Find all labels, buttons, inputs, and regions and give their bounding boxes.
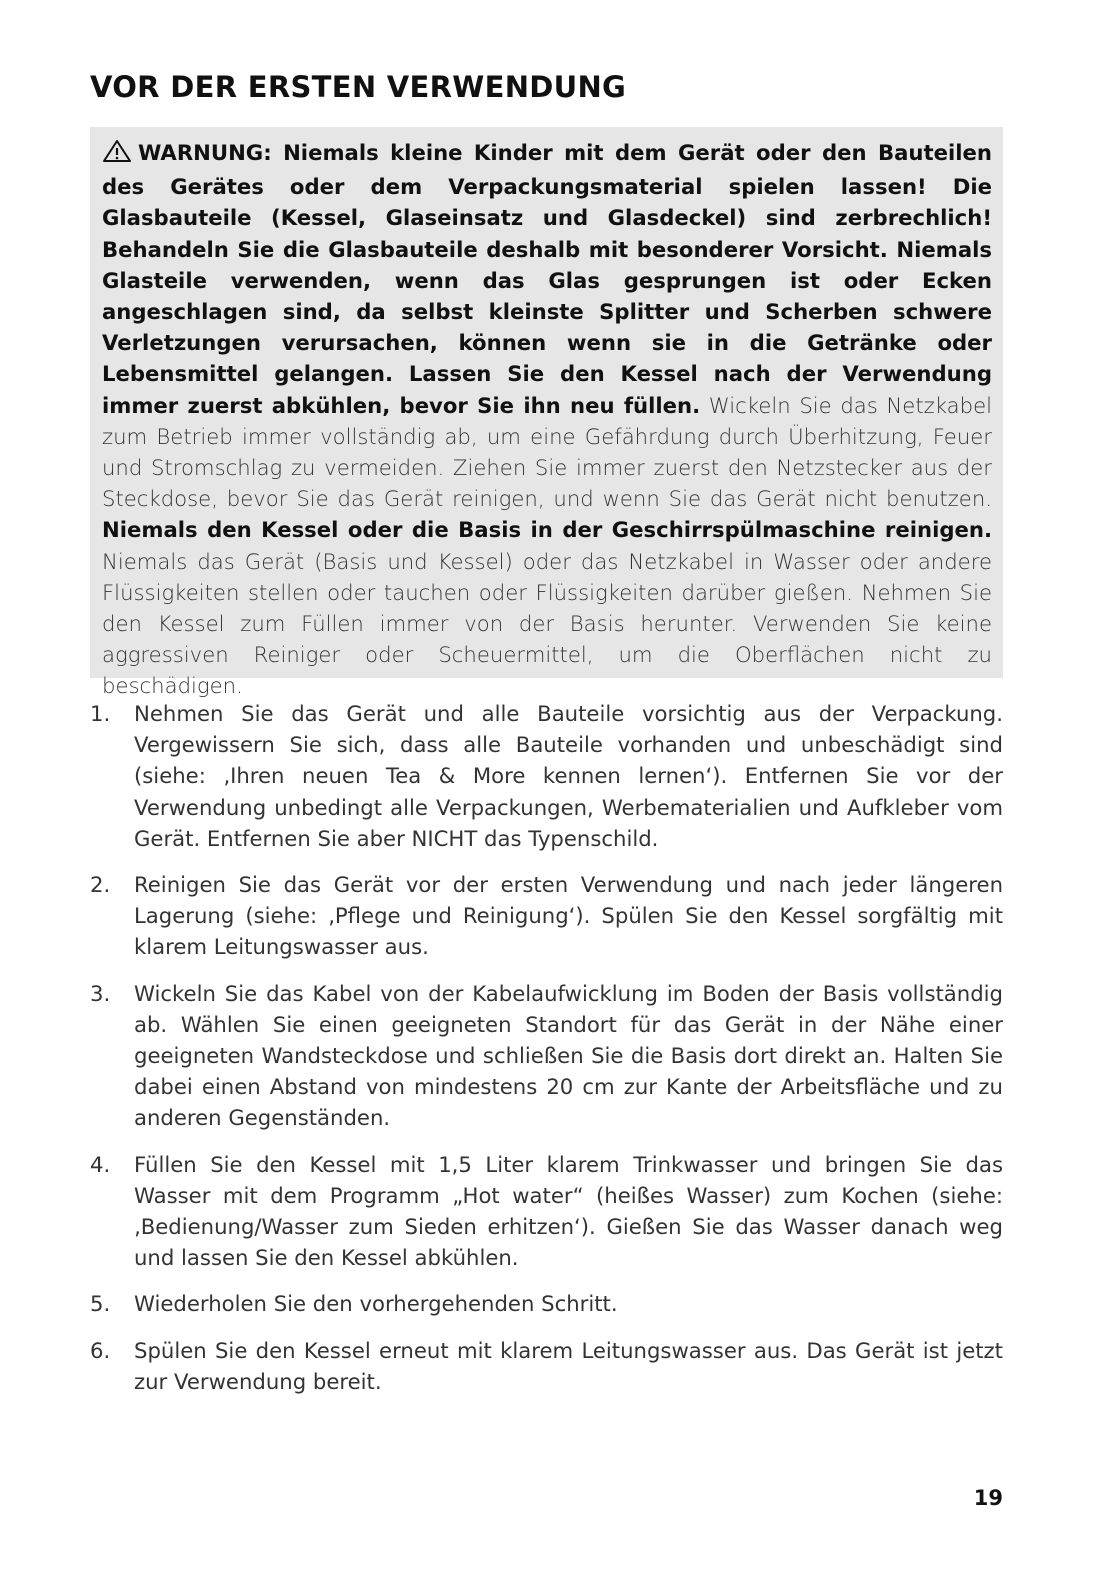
- step-number: 3.: [90, 980, 111, 1006]
- list-item: [90, 1288, 1003, 1319]
- step-number: 5.: [90, 1291, 111, 1317]
- warning-box: [90, 127, 1003, 699]
- page-number: 19: [973, 1486, 1003, 1510]
- warning-triangle-icon: [102, 139, 132, 171]
- step-number: 2.: [90, 872, 111, 898]
- page-title: VOR DER ERSTEN VERWENDUNG: [90, 70, 627, 104]
- steps-list: [90, 698, 1003, 1412]
- step-text: Füllen Sie den Kessel mit 1,5 Liter klarem Trinkwasser und bringen Sie das Wasser mit dem Programm „Hot water“ (heißes Wasser) zum Kochen (siehe: ‚Bedienung/Wasser zum Sieden erhitzen‘). Gießen Sie das Wasser danach weg und lassen Sie den Kessel abkühlen.: [134, 1151, 1003, 1271]
- step-text: Wickeln Sie das Kabel von der Kabelaufwicklung im Boden der Basis vollständig ab. Wählen Sie einen geeigneten Standort für das Gerät in der Nähe einer geeigneten Wandsteckdose und schließen Sie die Basis dort direkt an. Halten Sie dabei einen Abstand von mindestens 20 cm zur Kante der Arbeitsfläche und zu anderen Gegenständen.: [134, 980, 1003, 1131]
- warning-label: WARNUNG:: [138, 140, 272, 165]
- step-number: 1.: [90, 701, 111, 726]
- list-item: [90, 1335, 1003, 1397]
- step-number: 4.: [90, 1151, 111, 1177]
- warning-text-1: Wickeln Sie das Netzkabel zum Betrieb immer vollständig ab, um eine Gefährdung durch Überhitzung, Feuer und Stromschlag zu vermeiden. Ziehen Sie immer zuerst den Netzstecker aus der Steckdose, bevor Sie das Gerät reinigen, und wenn Sie das Gerät nicht benutzen.: [102, 392, 992, 512]
- step-number: 6.: [90, 1337, 111, 1363]
- list-item: [90, 698, 1003, 854]
- list-item: [90, 978, 1003, 1134]
- warning-text-2: Niemals das Gerät (Basis und Kessel) oder das Netzkabel in Wasser oder andere Flüssigkeiten stellen oder tauchen oder Flüssigkeiten darüber gießen. Nehmen Sie den Kessel zum Füllen immer von der Basis herunter. Verwenden Sie keine aggressiven Reiniger oder Scheuermittel, um die Oberflächen nicht zu beschädigen.: [102, 548, 992, 699]
- step-text: Nehmen Sie das Gerät und alle Bauteile vorsichtig aus der Verpackung. Vergewissern Sie sich, dass alle Bauteile vorhanden und unbeschädigt sind (siehe: ‚Ihren neuen Tea & More kennen lernen‘). Entfernen Sie vor der Verwendung unbedingt alle Verpackungen, Werbematerialien und Aufkleber vom Gerät. Entfernen Sie aber NICHT das Typenschild.: [134, 701, 1003, 851]
- list-item: [90, 1149, 1003, 1274]
- step-text: Spülen Sie den Kessel erneut mit klarem Leitungswasser aus. Das Gerät ist jetzt zur Verwendung bereit.: [134, 1337, 1003, 1394]
- warning-bold-text-2: Niemals den Kessel oder die Basis in der Geschirrspülmaschine reinigen.: [102, 517, 992, 543]
- warning-bold-text-1: Niemals kleine Kinder mit dem Gerät oder den Bauteilen des Gerätes oder dem Verpackungsmaterial spielen lassen! Die Glasbauteile (Kessel, Glaseinsatz und Glasdeckel) sind zerbrechlich! Behandeln Sie die Glasbauteile deshalb mit besonderer Vorsicht. Niemals Glasteile verwenden, wenn das Glas gesprungen ist oder Ecken angeschlagen sind, da selbst kleinste Splitter und Scherben schwere Verletzungen verursachen, können wenn sie in die Getränke oder Lebensmittel gelangen. Lassen Sie den Kessel nach der Verwendung immer zuerst abkühlen, bevor Sie ihn neu füllen.: [102, 140, 992, 418]
- list-item: [90, 869, 1003, 963]
- step-text: Wiederholen Sie den vorhergehenden Schritt.: [134, 1291, 618, 1317]
- step-text: Reinigen Sie das Gerät vor der ersten Verwendung und nach jeder längeren Lagerung (siehe: ‚Pflege und Reinigung‘). Spülen Sie den Kessel sorgfältig mit klarem Leitungswasser aus.: [134, 872, 1003, 960]
